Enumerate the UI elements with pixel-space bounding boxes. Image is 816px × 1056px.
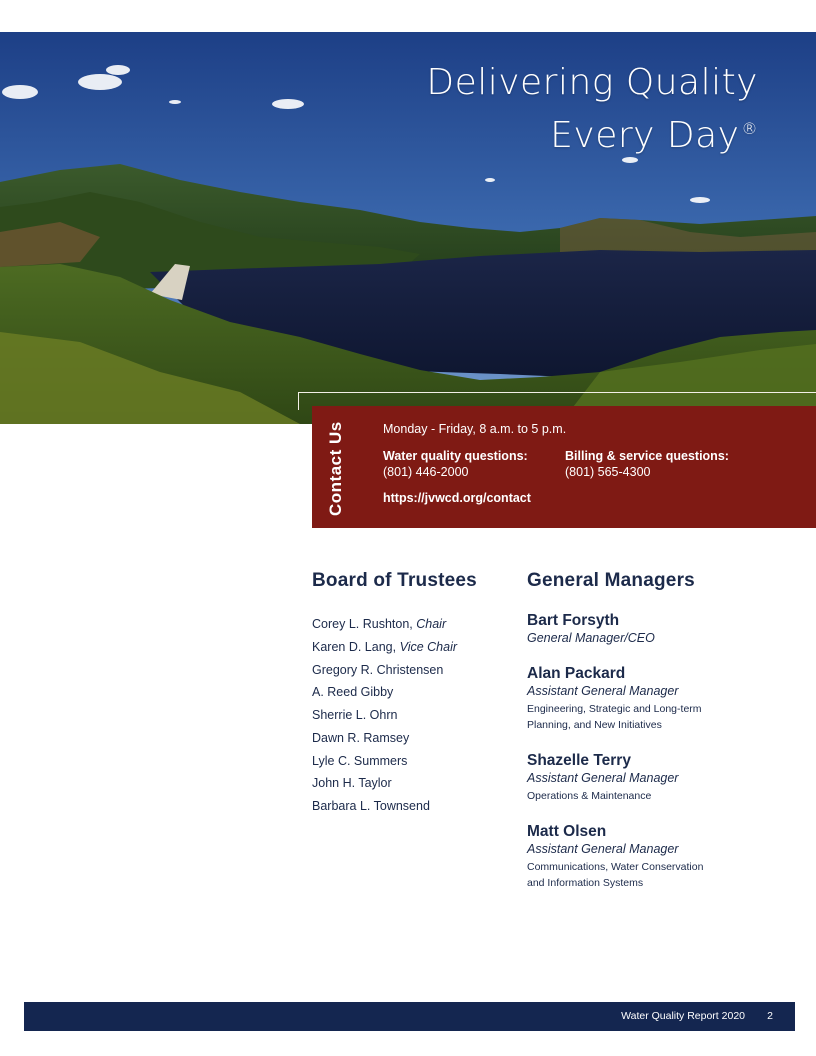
manager-entry xyxy=(527,822,767,891)
board-member xyxy=(312,772,457,795)
board-member-name: Corey L. Rushton, xyxy=(312,617,413,631)
board-member xyxy=(312,636,457,659)
footer-page-number: 2 xyxy=(767,1010,773,1022)
hero-headline-line2 xyxy=(426,106,758,159)
contact-heading: Contact Us xyxy=(326,421,345,516)
hero-headline-line1: Delivering Quality xyxy=(426,62,758,103)
accent-frame-line xyxy=(298,392,816,393)
manager-role: General Manager/CEO xyxy=(527,631,655,645)
board-of-trustees-heading: Board of Trustees xyxy=(312,570,477,591)
board-member-role: Vice Chair xyxy=(399,639,458,654)
hero-headline xyxy=(426,60,758,159)
board-member-name: Lyle C. Summers xyxy=(312,753,408,768)
board-member xyxy=(312,613,457,636)
board-member-name: Sherrie L. Ohrn xyxy=(312,708,398,722)
board-member xyxy=(312,681,457,704)
manager-role: Assistant General Manager xyxy=(527,771,679,785)
contact-box xyxy=(312,406,816,528)
board-member-name: John H. Taylor xyxy=(312,776,392,791)
manager-name: Alan Packard xyxy=(527,665,626,682)
manager-description xyxy=(527,788,767,804)
water-quality-phone[interactable]: (801) 446-2000 xyxy=(383,465,469,479)
accent-frame-line-vertical xyxy=(298,392,299,410)
page-footer xyxy=(24,1002,795,1031)
billing-phone[interactable]: (801) 565-4300 xyxy=(565,465,651,479)
board-member xyxy=(312,659,457,682)
board-member xyxy=(312,727,457,750)
board-member xyxy=(312,795,457,818)
general-managers-heading: General Managers xyxy=(527,570,695,591)
registered-trademark-mark: ® xyxy=(741,119,758,138)
manager-description-line: Communications, Water Conservation xyxy=(527,861,704,873)
billing-contact xyxy=(565,448,729,480)
board-member xyxy=(312,704,457,727)
manager-name: Shazelle Terry xyxy=(527,752,631,769)
board-member-name: Dawn R. Ramsey xyxy=(312,730,410,745)
manager-role: Assistant General Manager xyxy=(527,684,679,698)
board-member-role: Chair xyxy=(416,617,447,631)
hero-photo xyxy=(0,32,816,424)
billing-label: Billing & service questions: xyxy=(565,449,729,463)
manager-description xyxy=(527,701,767,733)
manager-description-line: Operations & Maintenance xyxy=(527,790,652,802)
manager-description-line: Planning, and New Initiatives xyxy=(527,719,662,731)
manager-entry xyxy=(527,611,767,646)
board-member xyxy=(312,750,457,773)
manager-entry xyxy=(527,751,767,804)
board-member-name: Karen D. Lang, xyxy=(312,639,397,654)
manager-description xyxy=(527,859,767,891)
manager-description-line: and Information Systems xyxy=(527,877,644,889)
board-member-name: Gregory R. Christensen xyxy=(312,662,444,677)
manager-name: Matt Olsen xyxy=(527,823,607,840)
footer-report-title: Water Quality Report 2020 xyxy=(621,1010,745,1022)
manager-name: Bart Forsyth xyxy=(527,612,620,629)
water-quality-label: Water quality questions: xyxy=(383,449,528,463)
water-quality-contact xyxy=(383,448,528,480)
contact-url-link[interactable]: https://jvwcd.org/contact xyxy=(383,491,531,505)
manager-role: Assistant General Manager xyxy=(527,842,679,856)
board-member-name: Barbara L. Townsend xyxy=(312,799,430,813)
board-members-list xyxy=(312,613,457,818)
contact-hours: Monday - Friday, 8 a.m. to 5 p.m. xyxy=(383,422,567,436)
manager-description-line: Engineering, Strategic and Long-term xyxy=(527,703,702,715)
board-member-name: A. Reed Gibby xyxy=(312,685,394,700)
hero-headline-line2-text: Every Day xyxy=(550,115,740,156)
manager-entry xyxy=(527,664,767,733)
general-managers-list xyxy=(527,611,767,909)
